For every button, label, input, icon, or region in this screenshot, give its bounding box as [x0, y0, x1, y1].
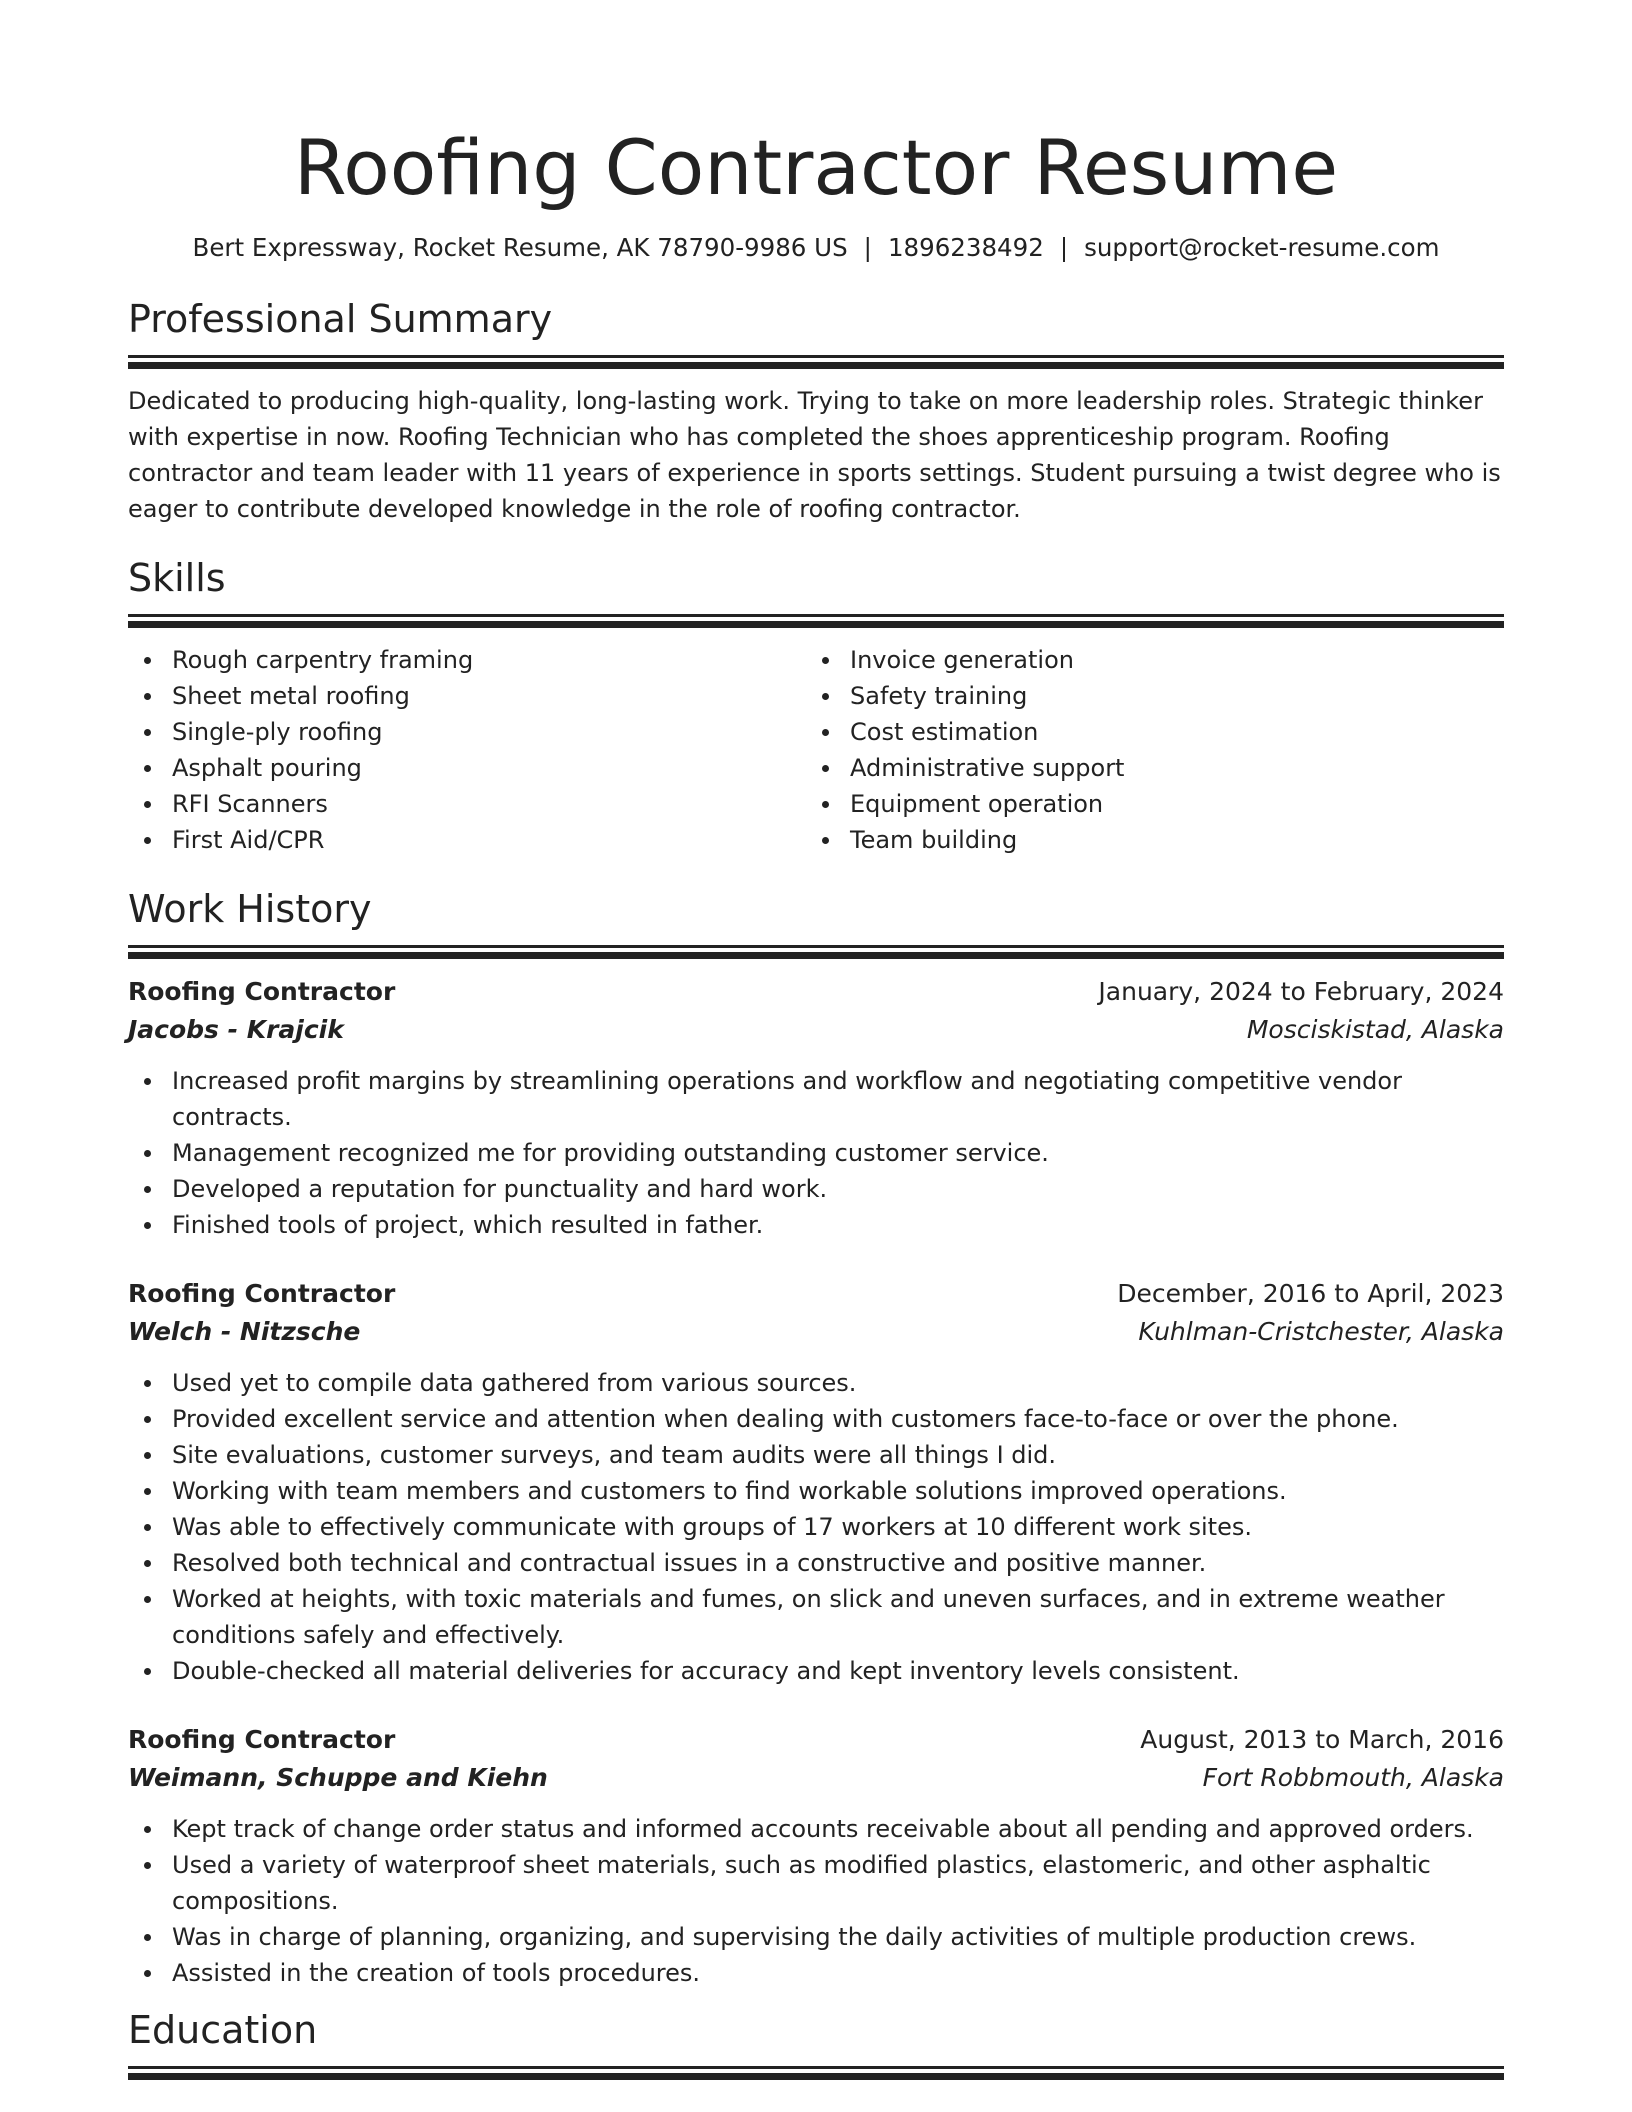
job-bullet: Resolved both technical and contractual issues in a constructive and positive manner. — [128, 1545, 1504, 1581]
job-bullet: Management recognized me for providing outstanding customer service. — [128, 1135, 1504, 1171]
section-divider-thick — [128, 362, 1504, 369]
section-heading-education: Education — [128, 2008, 318, 2052]
section-heading-work-history: Work History — [128, 887, 372, 931]
job-bullet: Double-checked all material deliveries for accuracy and kept inventory levels consistent. — [128, 1653, 1504, 1689]
section-divider — [128, 614, 1504, 617]
contact-phone: 1896238492 — [887, 233, 1044, 262]
job-header-row — [128, 1275, 1504, 1313]
job-header-row — [128, 1721, 1504, 1759]
skill-item: Rough carpentry framing — [128, 642, 806, 678]
contact-separator: | — [1059, 233, 1069, 262]
job-location: Kuhlman-Cristchester, Alaska — [1138, 1317, 1504, 1346]
job-bullet-list — [128, 1063, 1504, 1243]
skill-item: Administrative support — [806, 750, 1484, 786]
resume-page — [128, 0, 1504, 2080]
job-bullet: Site evaluations, customer surveys, and team audits were all things I did. — [128, 1437, 1504, 1473]
job-subheader-row — [128, 1011, 1504, 1049]
job-title: Roofing Contractor — [128, 1279, 396, 1308]
job-bullet-list — [128, 1811, 1504, 1991]
job-bullet: Used yet to compile data gathered from various sources. — [128, 1365, 1504, 1401]
contact-address: Bert Expressway, Rocket Resume, AK 78790-9986 US — [192, 233, 848, 262]
job-bullet: Finished tools of project, which resulted in father. — [128, 1207, 1504, 1243]
job-bullet: Was able to effectively communicate with groups of 17 workers at 10 different work sites. — [128, 1509, 1504, 1545]
job-bullet: Increased profit margins by streamlining operations and workflow and negotiating competitive vendor contracts. — [128, 1063, 1504, 1135]
skill-item: Asphalt pouring — [128, 750, 806, 786]
work-history-section — [128, 884, 1504, 1991]
job-entry — [128, 1275, 1504, 1689]
summary-text: Dedicated to producing high-quality, long-lasting work. Trying to take on more leadership roles. Strategic thinker with expertise in now. Roofing Technician who has completed the shoes apprenticeship program. Roofing contractor and team leader with 11 years of experience in sports settings. Student pursuing a twist degree who is eager to contribute developed knowledge in the role of roofing contractor. — [128, 387, 1501, 523]
section-divider-thick — [128, 2073, 1504, 2080]
skill-item: First Aid/CPR — [128, 822, 806, 858]
job-bullet: Assisted in the creation of tools procedures. — [128, 1955, 1504, 1991]
job-bullet: Working with team members and customers to find workable solutions improved operations. — [128, 1473, 1504, 1509]
section-divider — [128, 355, 1504, 358]
education-section — [128, 2005, 1504, 2080]
skill-item: Sheet metal roofing — [128, 678, 806, 714]
job-dates: January, 2024 to February, 2024 — [1098, 977, 1504, 1006]
summary-section — [128, 294, 1504, 527]
skill-item: RFI Scanners — [128, 786, 806, 822]
job-subheader-row — [128, 1759, 1504, 1797]
skill-item: Invoice generation — [806, 642, 1484, 678]
job-title: Roofing Contractor — [128, 977, 396, 1006]
job-company: Weimann, Schuppe and Kiehn — [128, 1763, 548, 1792]
skills-section — [128, 553, 1504, 858]
skills-column-right — [806, 642, 1484, 858]
section-divider-thick — [128, 952, 1504, 959]
job-subheader-row — [128, 1313, 1504, 1351]
skills-grid — [128, 642, 1504, 858]
job-bullet: Kept track of change order status and informed accounts receivable about all pending and approved orders. — [128, 1811, 1504, 1847]
section-divider-thick — [128, 621, 1504, 628]
job-company: Welch - Nitzsche — [128, 1317, 361, 1346]
job-bullet-list — [128, 1365, 1504, 1689]
contact-email: support@rocket-resume.com — [1084, 233, 1440, 262]
job-dates: December, 2016 to April, 2023 — [1117, 1279, 1504, 1308]
section-heading-summary: Professional Summary — [128, 297, 553, 341]
job-bullet: Was in charge of planning, organizing, and supervising the daily activities of multiple production crews. — [128, 1919, 1504, 1955]
contact-separator: | — [863, 233, 872, 262]
job-location: Mosciskistad, Alaska — [1246, 1015, 1504, 1044]
job-bullet: Provided excellent service and attention when dealing with customers face-to-face or over the phone. — [128, 1401, 1504, 1437]
contact-line — [128, 232, 1504, 264]
job-title: Roofing Contractor — [128, 1725, 396, 1754]
skill-item: Team building — [806, 822, 1484, 858]
job-entry — [128, 973, 1504, 1243]
job-entry — [128, 1721, 1504, 1991]
job-bullet: Used a variety of waterproof sheet materials, such as modified plastics, elastomeric, and other asphaltic compositions. — [128, 1847, 1504, 1919]
section-divider — [128, 2066, 1504, 2069]
skill-item: Equipment operation — [806, 786, 1484, 822]
resume-title: Roofing Contractor Resume — [293, 123, 1339, 212]
job-location: Fort Robbmouth, Alaska — [1202, 1763, 1504, 1792]
section-heading-skills: Skills — [128, 556, 226, 600]
skill-item: Single-ply roofing — [128, 714, 806, 750]
skill-item: Cost estimation — [806, 714, 1484, 750]
section-divider — [128, 945, 1504, 948]
job-dates: August, 2013 to March, 2016 — [1140, 1725, 1504, 1754]
job-header-row — [128, 973, 1504, 1011]
job-bullet: Developed a reputation for punctuality and hard work. — [128, 1171, 1504, 1207]
skills-column-left — [128, 642, 806, 858]
job-bullet: Worked at heights, with toxic materials and fumes, on slick and uneven surfaces, and in extreme weather conditions safely and effectively. — [128, 1581, 1504, 1653]
job-company: Jacobs - Krajcik — [128, 1015, 344, 1044]
skill-item: Safety training — [806, 678, 1484, 714]
